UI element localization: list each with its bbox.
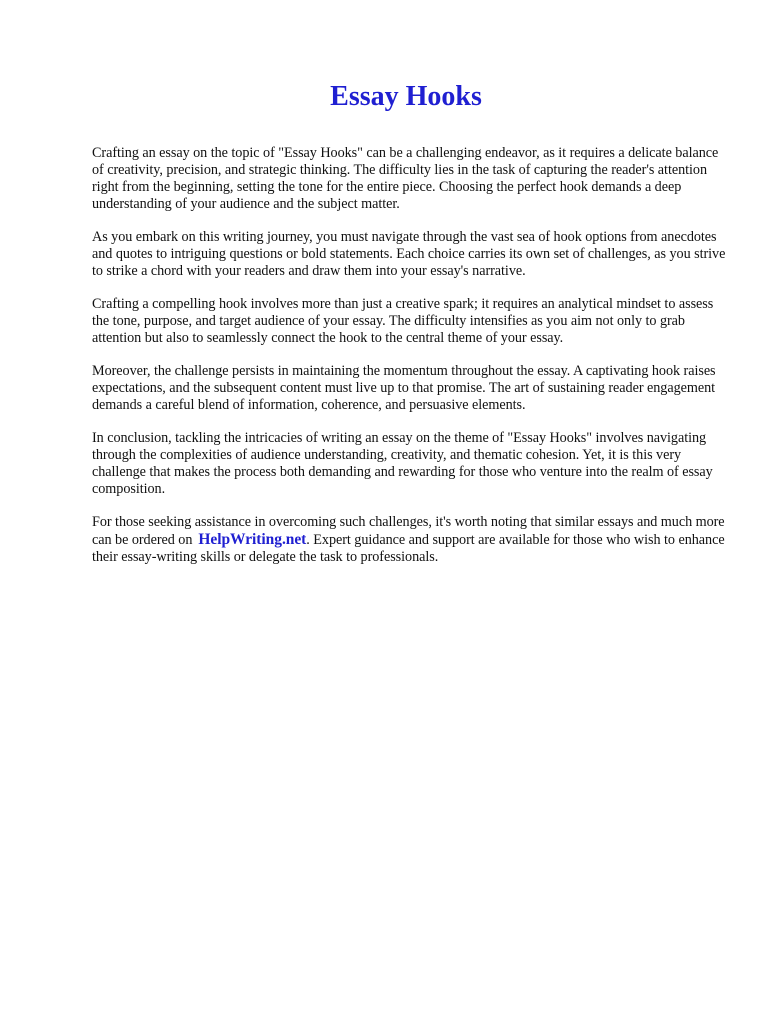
- paragraph-6-before-link: For those seeking assistance in overcoming such challenges, it's worth noting that similar essays and much more can be ordered on: [92, 514, 725, 548]
- document-body: [92, 145, 728, 582]
- paragraph-3: Crafting a compelling hook involves more than just a creative spark; it requires an analytical mindset to assess the tone, purpose, and target audience of your essay. The difficulty intensifies as you aim not only to grab attention but also to seamlessly connect the hook to the central theme of your essay.: [92, 296, 714, 346]
- paragraph-4: Moreover, the challenge persists in maintaining the momentum throughout the essay. A captivating hook raises expectations, and the subsequent content must live up to that promise. The art of sustaining reader engagement demands a careful blend of information, coherence, and persuasive elements.: [92, 363, 716, 413]
- paragraph-5: In conclusion, tackling the intricacies of writing an essay on the theme of "Essay Hooks" involves navigating through the complexities of audience understanding, creativity, and thematic cohesion. Yet, it is this very challenge that makes the process both demanding and rewarding for those who venture into the realm of essay composition.: [92, 430, 713, 497]
- page-title: Essay Hooks: [330, 81, 482, 112]
- paragraph-6-after-link: . Expert guidance and support are available for those who wish to enhance their essay-writing skills or delegate the task to professionals.: [92, 532, 725, 565]
- paragraph-1: Crafting an essay on the topic of "Essay Hooks" can be a challenging endeavor, as it requires a delicate balance of creativity, precision, and strategic thinking. The difficulty lies in the task of capturing the reader's attention right from the beginning, setting the tone for the entire piece. Choosing the perfect hook demands a deep understanding of your audience and the subject matter.: [92, 145, 719, 212]
- paragraph-6: [92, 514, 728, 566]
- helpwriting-link[interactable]: HelpWriting.net: [198, 531, 307, 548]
- paragraph-2: As you embark on this writing journey, you must navigate through the vast sea of hook options from anecdotes and quotes to intriguing questions or bold statements. Each choice carries its own set of challenges, as you strive to strike a chord with your readers and draw them into your essay's narrative.: [92, 229, 726, 279]
